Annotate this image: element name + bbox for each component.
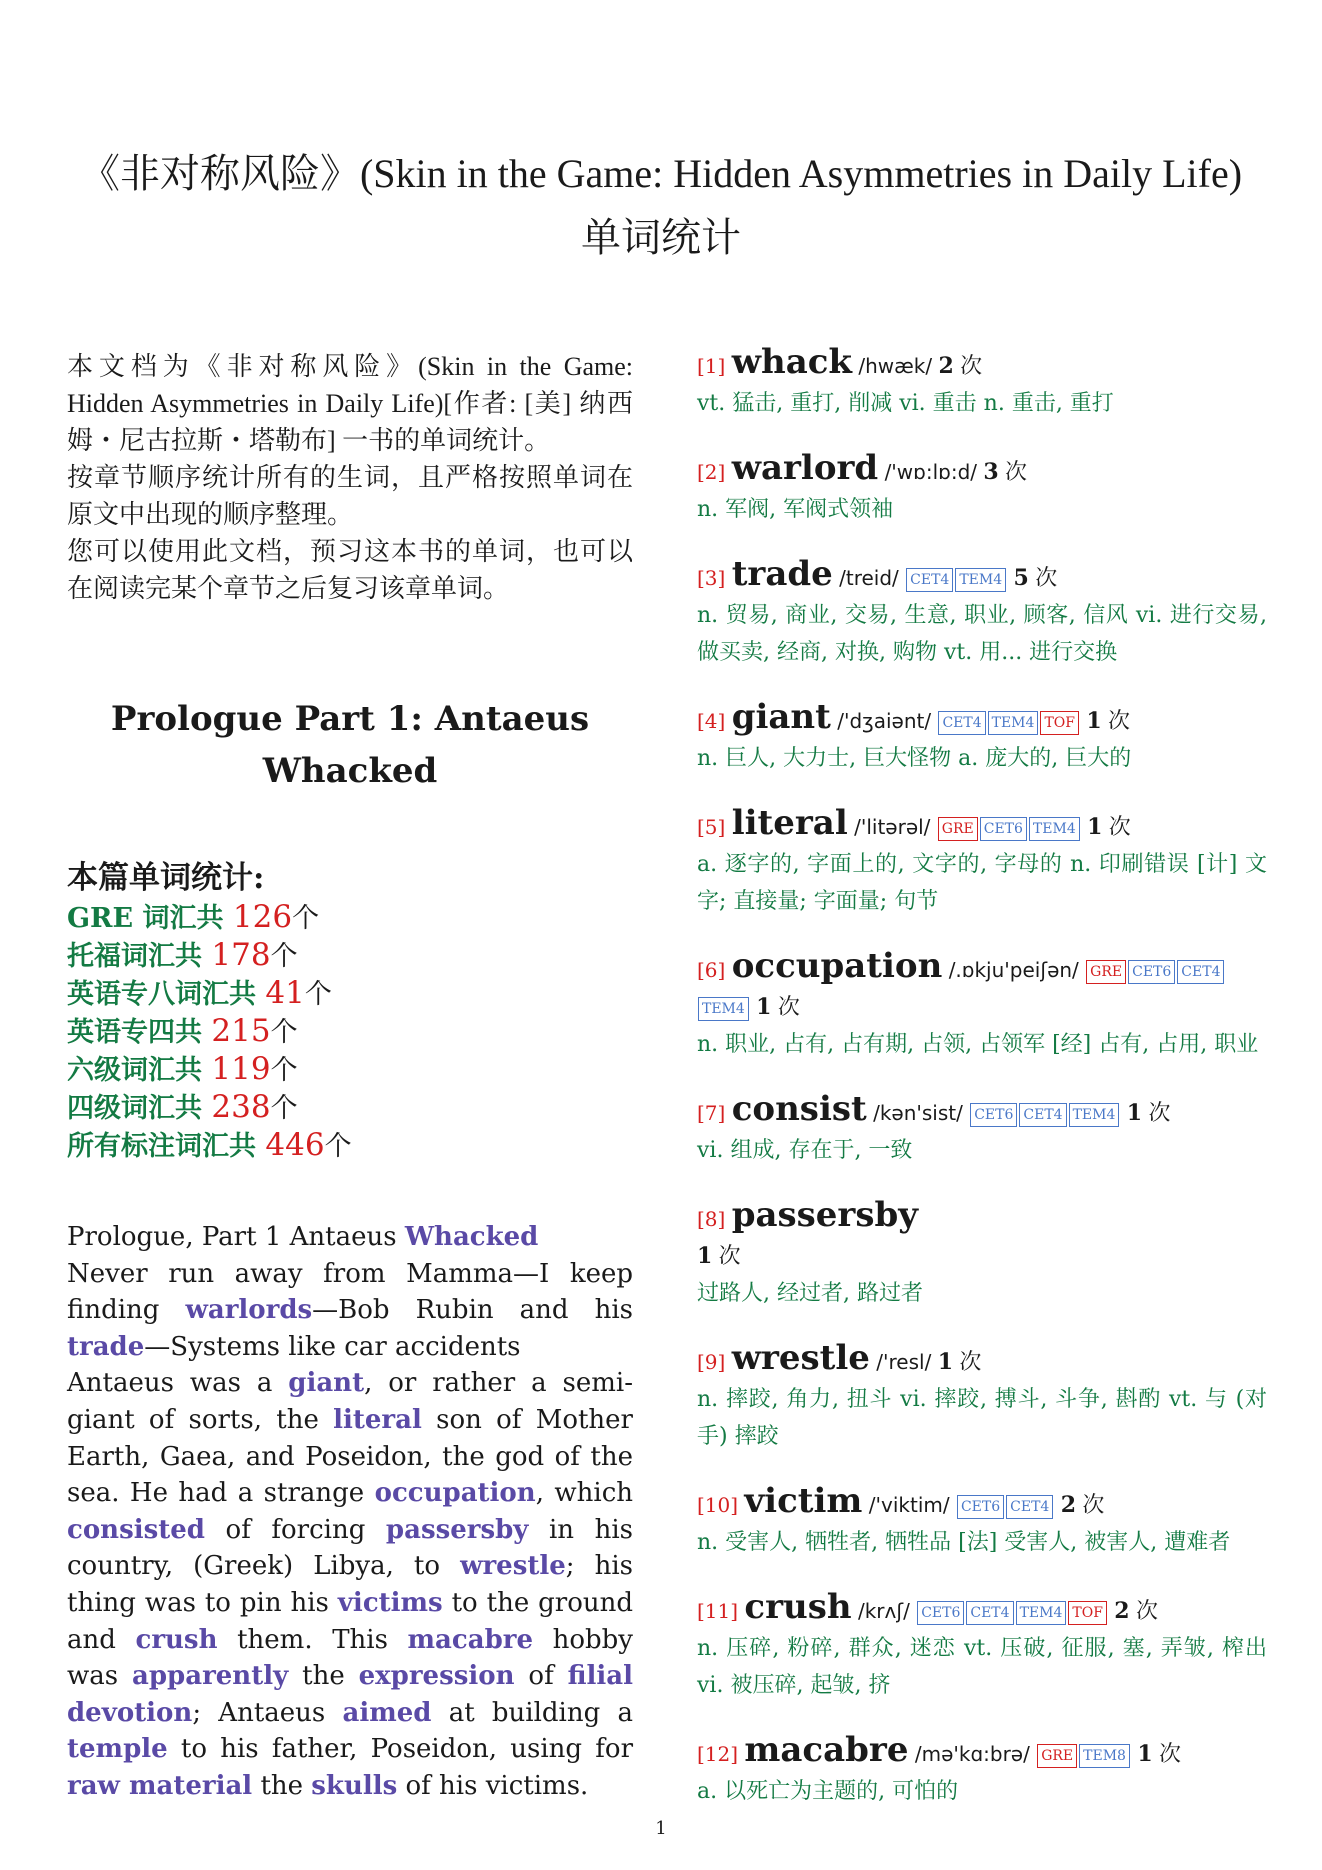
entry-count-unit: 次 [1035,566,1058,591]
stat-count: 119 [211,1051,271,1087]
vocabulary-list [697,344,1267,1838]
passage-text: at building a [431,1697,633,1728]
entry-count-unit: 次 [1159,1742,1182,1767]
entry-word: whack [731,342,852,382]
entry-header [697,1197,1267,1275]
left-column [67,348,633,1805]
entry-index: [5] [697,815,726,839]
entry-index: [10] [697,1493,739,1517]
entry-word: passersby [731,1195,919,1235]
stat-unit: 个 [270,941,298,972]
entry-definition: vi. 组成, 存在于, 一致 [697,1138,913,1163]
highlighted-word: consisted [67,1514,205,1545]
stat-line [67,975,633,1013]
entry-word: crush [744,1587,852,1627]
entry-header [697,805,1267,846]
entry-phonetic: /krʌʃ/ [857,1599,910,1623]
highlighted-word: giant [288,1368,365,1399]
level-tag: CET6 [980,817,1027,841]
level-tag: TEM4 [1029,817,1080,841]
stats-list [67,899,633,1165]
entry-index: [11] [697,1599,739,1623]
entry-phonetic: /mə'kɑ:brə/ [914,1742,1030,1766]
entry-index: [1] [697,354,726,378]
entry-header [697,699,1267,740]
intro-paragraph: 按章节顺序统计所有的生词，且严格按照单词在原文中出现的顺序整理。 [67,463,633,529]
entry-index: [8] [697,1207,726,1231]
passage-text: ; Antaeus [192,1697,343,1728]
passage-text: to his father, Poseidon, using for [167,1734,633,1765]
passage-text: of [514,1661,568,1692]
entry-definition: n. 巨人, 大力士, 巨大怪物 a. 庞大的, 巨大的 [697,746,1132,771]
level-tag: TEM4 [1069,1103,1120,1127]
highlighted-word: passersby [385,1514,529,1545]
entry-word: trade [731,554,833,594]
passage-text: , which [535,1478,634,1509]
passage-text: in his country, (Greek) Libya, to [67,1514,633,1582]
entry-count: 5 [1013,565,1029,591]
entry-count-unit: 次 [959,1350,982,1375]
vocab-entry [697,344,1267,422]
entry-definition: a. 以死亡为主题的, 可怕的 [697,1779,959,1804]
entry-header [697,1340,1267,1381]
level-tag: CET4 [1019,1103,1066,1127]
entry-header [697,1091,1267,1132]
level-tag: TOF [1040,711,1079,735]
entry-definition: n. 军阀, 军阀式领袖 [697,497,894,522]
stat-count: 215 [211,1013,271,1049]
stats-title: 本篇单词统计: [67,860,265,896]
passage-text: —Systems like car accidents [144,1331,521,1362]
level-tag: CET6 [970,1103,1017,1127]
highlighted-word: raw material [67,1770,253,1801]
highlighted-word: aimed [342,1697,432,1728]
entry-word: literal [731,803,848,843]
vocab-entry [697,948,1267,1063]
passage-text: the [252,1770,312,1801]
vocab-entry [697,1483,1267,1561]
level-tag: CET4 [906,568,953,592]
stat-line [67,1051,633,1089]
highlighted-word: literal [333,1404,422,1435]
stat-label: 托福词汇共 [67,941,212,972]
entry-word: macabre [744,1730,909,1770]
intro [67,348,633,607]
level-tag: CET4 [966,1601,1013,1625]
entry-count-unit: 次 [777,995,800,1020]
page-number: 1 [655,1818,667,1839]
passage-text: son of Mother Earth, Gaea, and Poseidon, the god of the sea. He had a strange [67,1404,633,1509]
level-tag: TEM8 [1079,1744,1130,1768]
entry-count: 2 [938,353,954,379]
entry-word: victim [744,1481,863,1521]
vocab-entry [697,1197,1267,1312]
stat-unit: 个 [324,1131,352,1162]
entry-phonetic: /kən'sist/ [873,1101,963,1125]
stat-label: 六级词汇共 [67,1055,212,1086]
vocab-entry [697,1589,1267,1704]
passage-text: ; his thing was to pin his [67,1551,633,1618]
entry-word: warlord [731,448,879,488]
entry-index: [3] [697,566,726,590]
stat-line [67,1127,633,1165]
passage-text: of his victims. [397,1770,589,1801]
entry-header [697,344,1267,385]
entry-header [697,450,1267,491]
stat-label: GRE 词汇共 [67,903,233,934]
entry-phonetic: /'resl/ [876,1350,932,1374]
level-tag: TEM4 [698,997,749,1021]
entry-count-unit: 次 [1135,1599,1158,1624]
level-tag: CET4 [1006,1495,1053,1519]
entry-header [697,556,1267,597]
entry-definition: a. 逐字的, 字面上的, 文字的, 字母的 n. 印刷错误 [计] 文字; 直接量; 字面量; 句节 [697,852,1267,914]
vocab-entry [697,1091,1267,1169]
passage-text: Antaeus was a [67,1368,289,1399]
entry-phonetic: /treid/ [839,566,899,590]
highlighted-word: Whacked [404,1222,539,1252]
level-tag: TEM4 [1016,1601,1067,1625]
level-tag: CET6 [957,1495,1004,1519]
entry-count: 2 [1114,1598,1130,1624]
entry-index: [7] [697,1101,726,1125]
entry-phonetic: /'wɒ:lɒ:d/ [884,460,978,484]
entry-index: [6] [697,958,726,982]
passage-text: Never run away from Mamma—I keep finding [67,1258,633,1326]
entry-count: 1 [756,994,772,1020]
entry-definition: 过路人, 经过者, 路过者 [697,1281,923,1306]
highlighted-word: temple [67,1734,168,1765]
stat-count: 126 [232,899,293,935]
section-title: Prologue Part 1: Antaeus Whacked [110,699,590,791]
entry-word: giant [731,697,831,737]
stat-count: 178 [211,937,271,973]
vocab-entry [697,1340,1267,1455]
entry-header [697,1589,1267,1630]
entry-count: 1 [1086,708,1102,734]
entry-definition: n. 受害人, 牺牲者, 牺牲品 [法] 受害人, 被害人, 遭难者 [697,1530,1231,1555]
entry-definition: n. 压碎, 粉碎, 群众, 迷恋 vt. 压破, 征服, 塞, 弄皱, 榨出 vi. 被压碎, 起皱, 挤 [697,1636,1267,1698]
passage-text: hobby was [67,1624,633,1692]
level-tag: CET4 [1177,960,1224,984]
passage-text: of forcing [204,1514,386,1545]
entry-definition: n. 贸易, 商业, 交易, 生意, 职业, 顾客, 信风 vi. 进行交易, 做买卖, 经商, 对换, 购物 vt. 用... 进行交换 [697,603,1267,665]
document-title: 《非对称风险》(Skin in the Game: Hidden Asymmetries in Daily Life) 单词统计 [79,151,1243,260]
entry-definition: n. 职业, 占有, 占有期, 占领, 占领军 [经] 占有, 占用, 职业 [697,1032,1259,1057]
entry-count: 1 [1087,814,1103,840]
entry-word: wrestle [731,1338,870,1378]
entry-count: 1 [937,1349,953,1375]
level-tag: GRE [938,817,978,841]
entry-count-unit: 次 [1108,815,1131,840]
stat-line [67,937,633,975]
passage [67,1219,633,1805]
vocab-entry [697,1732,1267,1810]
entry-phonetic: /'dʒaiənt/ [837,709,932,733]
vocab-entry [697,450,1267,528]
entry-header [697,948,1267,1026]
stat-unit: 个 [292,903,320,934]
level-tag: CET6 [917,1601,964,1625]
entry-count-unit: 次 [960,354,983,379]
entry-count-unit: 次 [1148,1101,1171,1126]
intro-paragraph: 本文档为《非对称风险》(Skin in the Game: Hidden Asymmetries in Daily Life)[作者: [美] 纳西姆・尼古拉斯・塔勒布] 一书的单词统计。 [67,352,633,455]
passage-text: , or rather a semi-giant of sorts, the [67,1368,633,1435]
level-tag: CET4 [938,711,985,735]
entry-index: [4] [697,709,726,733]
highlighted-word: macabre [407,1624,534,1655]
entry-count-unit: 次 [1082,1493,1105,1518]
highlighted-word: occupation [374,1478,536,1509]
entry-index: [9] [697,1350,726,1374]
passage-paragraph [67,1219,633,1256]
entry-word: consist [731,1089,867,1129]
stat-unit: 个 [270,1017,298,1048]
entry-header [697,1483,1267,1524]
stat-unit: 个 [270,1093,298,1124]
entry-count: 1 [1126,1100,1143,1126]
level-tag: TEM4 [988,711,1039,735]
highlighted-word: skulls [311,1770,398,1801]
stat-count: 41 [265,975,305,1011]
entry-count: 1 [697,1243,713,1269]
level-tag: GRE [1086,960,1126,984]
passage-paragraph [67,1256,633,1366]
level-tag: CET6 [1128,960,1175,984]
highlighted-word: expression [358,1661,515,1692]
stat-label: 四级词汇共 [67,1093,212,1124]
highlighted-word: warlords [185,1295,313,1326]
entry-index: [12] [697,1742,739,1766]
vocab-entry [697,805,1267,920]
entry-count: 3 [983,459,999,485]
passage-paragraph [67,1365,633,1804]
passage-text: Prologue, Part 1 Antaeus [67,1222,405,1252]
vocab-entry [697,699,1267,777]
passage-text: them. This [217,1624,408,1655]
entry-phonetic: /'litərəl/ [854,815,931,839]
entry-definition: vt. 猛击, 重打, 削减 vi. 重击 n. 重击, 重打 [697,391,1114,416]
vocab-entry [697,556,1267,671]
entry-count: 2 [1060,1492,1077,1518]
stat-line [67,1089,633,1127]
highlighted-word: victims [337,1587,443,1618]
stat-line [67,899,633,937]
passage-text: to the ground and [67,1587,633,1655]
highlighted-word: crush [135,1624,218,1655]
stat-label: 英语专八词汇共 [67,979,266,1010]
entry-count-unit: 次 [1005,460,1028,485]
stat-line [67,1013,633,1051]
entry-count-unit: 次 [1108,709,1131,734]
stat-count: 446 [265,1127,325,1163]
passage-text: —Bob Rubin and his [312,1295,634,1326]
highlighted-word: wrestle [460,1551,566,1582]
entry-header [697,1732,1267,1773]
entry-phonetic: /hwæk/ [858,354,933,378]
entry-definition: n. 摔跤, 角力, 扭斗 vi. 摔跤, 搏斗, 斗争, 斟酌 vt. 与 (对手) 摔跤 [697,1387,1267,1449]
highlighted-word: apparently [132,1661,289,1692]
entry-count: 1 [1137,1741,1153,1767]
stat-count: 238 [211,1089,271,1125]
stat-unit: 个 [270,1055,298,1086]
highlighted-word: filial devotion [67,1661,633,1728]
highlighted-word: trade [67,1331,145,1362]
stat-label: 所有标注词汇共 [67,1131,266,1162]
level-tag: TOF [1068,1601,1107,1625]
passage-text: the [288,1661,359,1692]
intro-paragraph: 您可以使用此文档，预习这本书的单词，也可以在阅读完某个章节之后复习该章单词。 [67,537,633,603]
stat-unit: 个 [304,979,332,1010]
stat-label: 英语专四共 [67,1017,212,1048]
entry-index: [2] [697,460,726,484]
entry-phonetic: /.ɒkju'peiʃən/ [948,958,1079,982]
entry-phonetic: /'viktim/ [868,1493,950,1517]
level-tag: GRE [1037,1744,1077,1768]
entry-word: occupation [731,946,943,986]
level-tag: TEM4 [955,568,1006,592]
entry-count-unit: 次 [718,1244,741,1269]
